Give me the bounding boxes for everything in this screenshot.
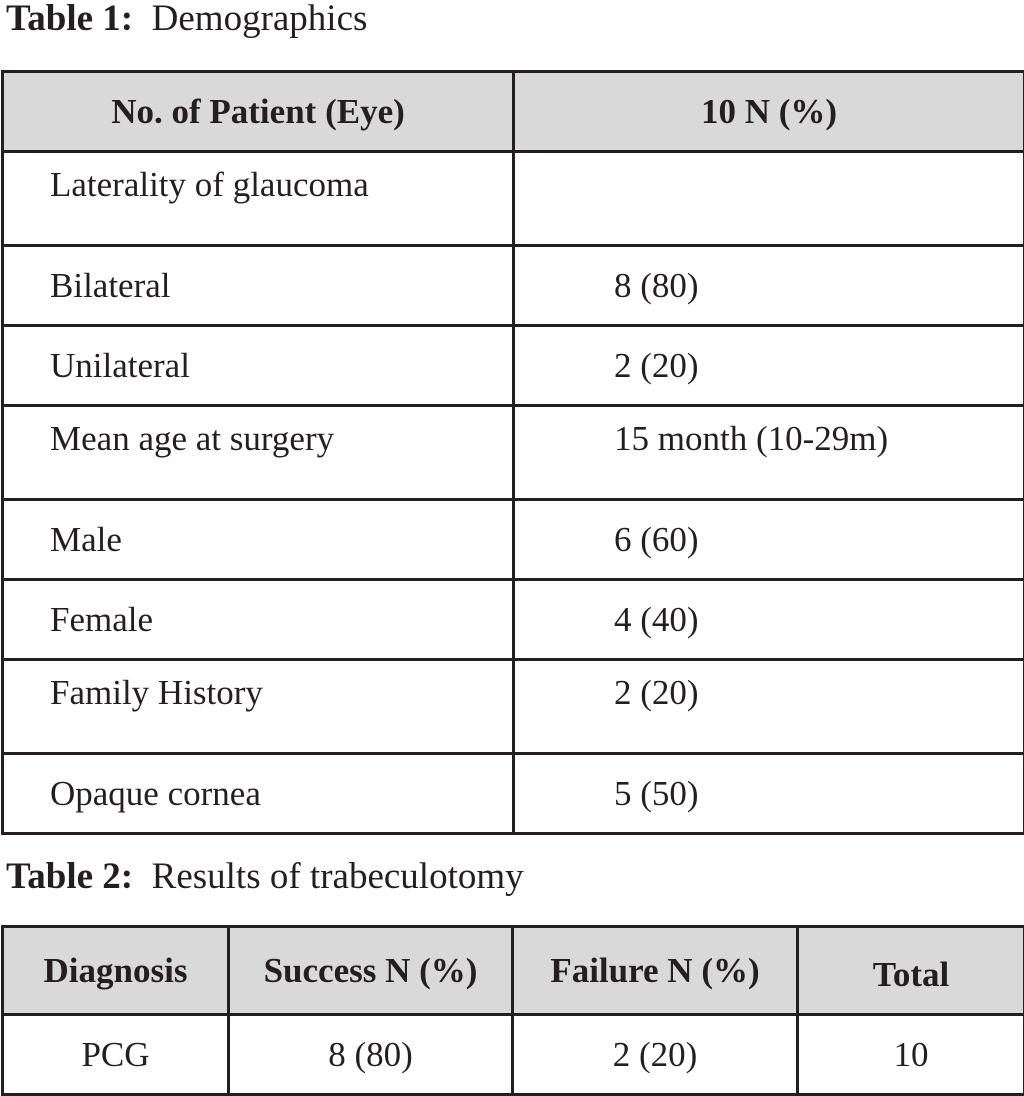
table-1-caption-label: Table 1: [6,0,133,39]
column-header-count: 10 N (%) [514,72,1024,152]
column-header-success: Success N (%) [229,927,513,1015]
table-row [3,500,1024,580]
column-header-failure: Failure N (%) [513,927,798,1015]
cell-failure: 2 (20) [513,1015,798,1095]
table-header-row [3,927,1024,1015]
column-header-total: Total [798,927,1024,1015]
results-table [1,925,1024,1096]
cell-diagnosis: PCG [3,1015,229,1095]
row-label: Opaque cornea [3,754,514,834]
table-1-caption-text: Demographics [152,0,368,39]
row-value: 8 (80) [514,246,1024,326]
table-1-caption [6,0,367,37]
table-row [3,1015,1024,1095]
table-row [3,660,1024,754]
table-row [3,152,1024,246]
column-header-diagnosis: Diagnosis [3,927,229,1015]
row-value: 2 (20) [514,326,1024,406]
row-value: 4 (40) [514,580,1024,660]
row-value: 5 (50) [514,754,1024,834]
table-row [3,580,1024,660]
table-row [3,326,1024,406]
table-row [3,246,1024,326]
row-label: Female [3,580,514,660]
table-row [3,406,1024,500]
row-label: Mean age at surgery [3,406,514,500]
row-value: 6 (60) [514,500,1024,580]
cell-success: 8 (80) [229,1015,513,1095]
table-row [3,754,1024,834]
table-header-row [3,72,1024,152]
table-2-caption-label: Table 2: [6,856,133,897]
row-label: Laterality of glaucoma [3,152,514,246]
table-2-caption [6,858,524,895]
row-value: 2 (20) [514,660,1024,754]
row-value [514,152,1024,246]
demographics-table [1,70,1024,835]
cell-total: 10 [798,1015,1024,1095]
row-label: Unilateral [3,326,514,406]
row-label: Bilateral [3,246,514,326]
row-label: Male [3,500,514,580]
table-2-caption-text: Results of trabeculotomy [152,856,524,897]
row-value: 15 month (10-29m) [514,406,1024,500]
row-label: Family History [3,660,514,754]
column-header-patient: No. of Patient (Eye) [3,72,514,152]
